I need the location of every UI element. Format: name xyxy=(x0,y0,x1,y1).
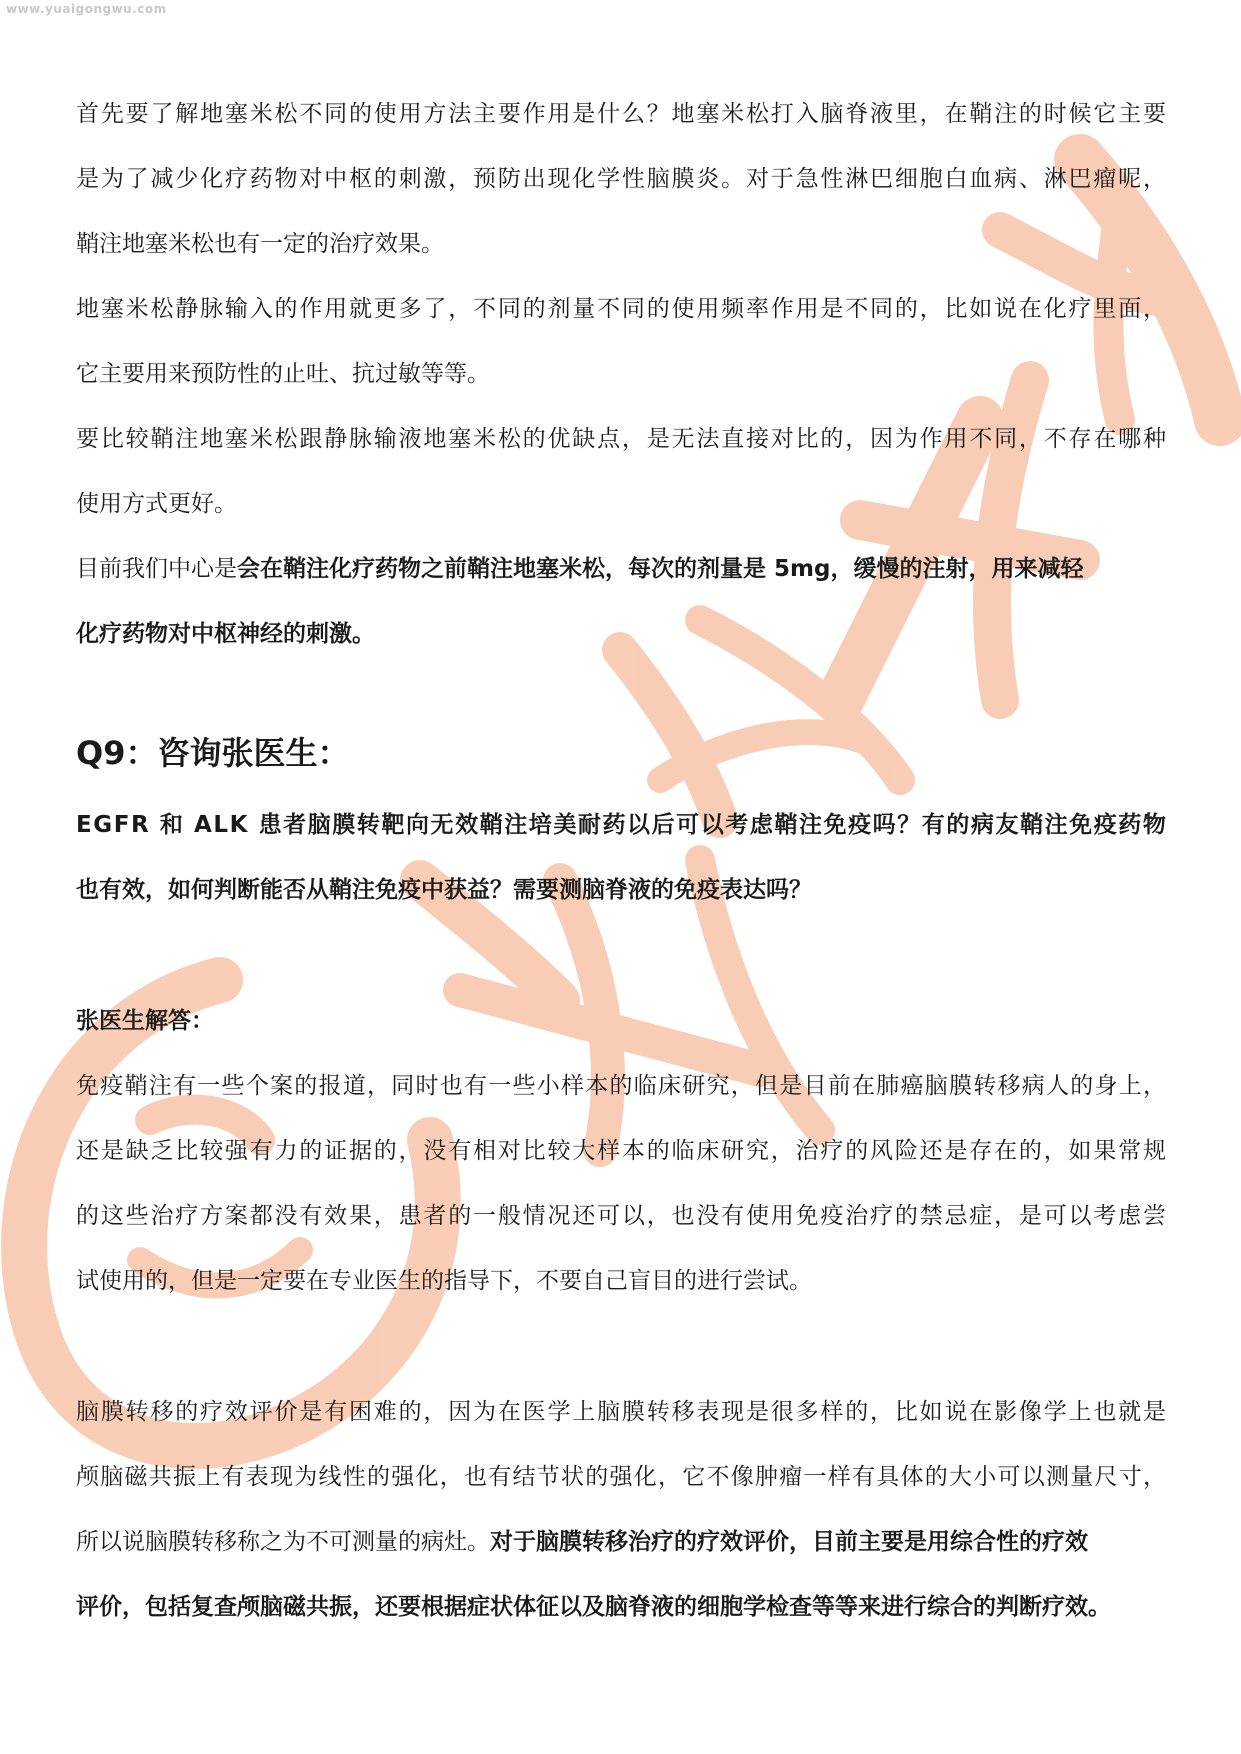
text-line: 颅 脑 磁 共 振 上 有 表 现 为 线 性 的 强 化 ， 也 有 结 节 状 的 强 化 ， 它 不 像 肿 瘤 一 样 有 具 体 的 大 小 可 以 测 量 尺 寸 ， xyxy=(76,1464,1166,1490)
text-line: 地 塞 米 松 静 脉 输 入 的 作 用 就 更 多 了 ， 不 同 的 剂 量 不 同 的 使 用 频 率 作 用 是 不 同 的 ， 比 如 说 在 化 疗 里 面 ， xyxy=(76,296,1166,322)
paragraph-3 xyxy=(76,407,1166,537)
answer-label: 张医生解答： xyxy=(76,1008,214,1034)
paragraph-1 xyxy=(76,82,1166,277)
text-line: 脑 膜 转 移 的 疗 效 评 价 是 有 困 难 的 ， 因 为 在 医 学 上 脑 膜 转 移 表 现 是 很 多 样 的 ， 比 如 说 在 影 像 学 上 也 就 是 xyxy=(76,1399,1166,1425)
question-line: 也有效，如何判断能否从鞘注免疫中获益？需要测脑脊液的免疫表达吗？ xyxy=(76,877,812,903)
text-line: 试使用的，但是一定要在专业医生的指导下，不要自己盲目的进行尝试。 xyxy=(76,1268,812,1294)
text-line: 它主要用来预防性的止吐、抗过敏等等。 xyxy=(76,361,490,387)
watermark-url: www.yuaigongwu.com xyxy=(6,2,167,16)
text-line: 还 是 缺 乏 比 较 强 有 力 的 证 据 的 ， 没 有 相 对 比 较 大 样 本 的 临 床 研 究 ， 治 疗 的 风 险 还 是 存 在 的 ， 如 果 常 规 xyxy=(76,1138,1166,1164)
paragraph-2 xyxy=(76,277,1166,407)
text-normal: 目前我们中心是 xyxy=(76,556,237,582)
text-line xyxy=(76,537,1166,602)
text-line: 化疗药物对中枢神经的刺激。 xyxy=(76,621,375,647)
text-line: 首 先 要 了 解 地 塞 米 松 不 同 的 使 用 方 法 主 要 作 用 是 什 么 ？ 地 塞 米 松 打 入 脑 脊 液 里 ， 在 鞘 注 的 时 候 它 主 要 xyxy=(76,101,1166,127)
text-bold: 会在鞘注化疗药物之前鞘注地塞米松，每次的剂量是 5mg，缓慢的注射，用来减轻 xyxy=(237,556,1084,582)
answer-paragraph-1 xyxy=(76,1054,1166,1314)
question-line: E G F R 和 A L K 患 者 脑 膜 转 靶 向 无 效 鞘 注 培 美 耐 药 以 后 可 以 考 虑 鞘 注 免 疫 吗 ？ 有 的 病 友 鞘 注 免 疫 药 物 xyxy=(76,812,1166,838)
spacer xyxy=(76,1314,1166,1380)
text-line: 的 这 些 治 疗 方 案 都 没 有 效 果 ， 患 者 的 一 般 情 况 还 可 以 ， 也 没 有 使 用 免 疫 治 疗 的 禁 忌 症 ， 是 可 以 考 虑 尝 xyxy=(76,1203,1166,1229)
spacer xyxy=(76,923,1166,989)
document-body xyxy=(76,82,1166,1640)
paragraph-4 xyxy=(76,537,1166,667)
answer-paragraph-2 xyxy=(76,1380,1166,1640)
text-line: 免 疫 鞘 注 有 一 些 个 案 的 报 道 ， 同 时 也 有 一 些 小 样 本 的 临 床 研 究 ， 但 是 目 前 在 肺 癌 脑 膜 转 移 病 人 的 身 上 ， xyxy=(76,1073,1166,1099)
text-line xyxy=(76,1510,1166,1575)
section-heading-q9: Q9：咨询张医生： xyxy=(76,734,350,772)
text-normal: 所以说脑膜转移称之为不可测量的病灶。 xyxy=(76,1529,490,1555)
text-line: 使用方式更好。 xyxy=(76,491,237,517)
text-line: 评价，包括复查颅脑磁共振，还要根据症状体征以及脑脊液的细胞学检查等等来进行综合的判断疗效。 xyxy=(76,1594,1111,1620)
text-line: 鞘注地塞米松也有一定的治疗效果。 xyxy=(76,231,444,257)
text-bold: 对于脑膜转移治疗的疗效评价，目前主要是用综合性的疗效 xyxy=(490,1529,1088,1555)
text-line: 要 比 较 鞘 注 地 塞 米 松 跟 静 脉 输 液 地 塞 米 松 的 优 缺 点 ， 是 无 法 直 接 对 比 的 ， 因 为 作 用 不 同 ， 不 存 在 哪 种 xyxy=(76,426,1166,452)
question xyxy=(76,793,1166,923)
text-line: 是 为 了 减 少 化 疗 药 物 对 中 枢 的 刺 激 ， 预 防 出 现 化 学 性 脑 膜 炎 。 对 于 急 性 淋 巴 细 胞 白 血 病 、 淋 巴 瘤 呢 ， xyxy=(76,166,1166,192)
